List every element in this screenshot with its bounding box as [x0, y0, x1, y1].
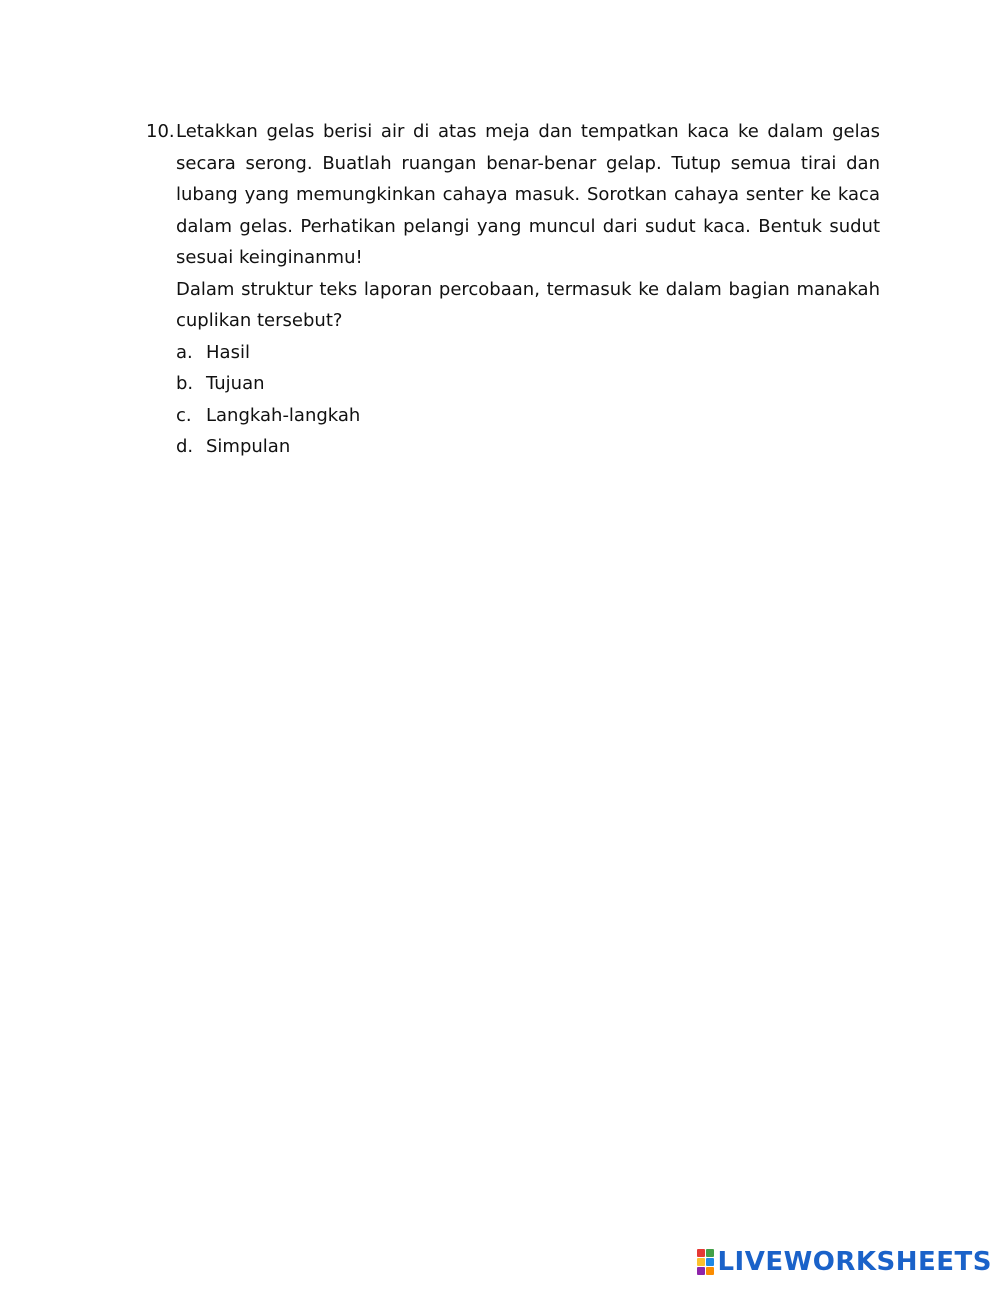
- option-text: Hasil: [206, 341, 250, 363]
- question-row: [146, 116, 880, 463]
- option-text: Simpulan: [206, 436, 291, 457]
- logo-square: [706, 1249, 714, 1257]
- option-letter: d.: [176, 436, 194, 457]
- option-text: Langkah-langkah: [206, 404, 361, 426]
- question-prompt: Dalam struktur teks laporan percobaan, termasuk ke dalam bagian manakah cuplikan tersebut?: [176, 278, 880, 331]
- logo-text: LIVEWORKSHEETS: [717, 1247, 992, 1277]
- option-letter: a.: [176, 341, 193, 363]
- logo-square: [697, 1249, 705, 1257]
- logo-square: [706, 1258, 714, 1266]
- option-d[interactable]: [176, 431, 880, 463]
- logo-mark-icon: [697, 1249, 714, 1275]
- question-body: [176, 116, 880, 463]
- option-c[interactable]: [176, 400, 880, 432]
- option-letter: c.: [176, 404, 192, 426]
- liveworksheets-logo: [697, 1247, 992, 1277]
- logo-square: [697, 1258, 705, 1266]
- option-letter: b.: [176, 373, 194, 394]
- question-instruction: Letakkan gelas berisi air di atas meja dan tempatkan kaca ke dalam gelas secara serong. Buatlah ruangan benar-benar gelap. Tutup semua tirai dan lubang yang memungkinkan cahaya masuk. Sorotkan cahaya senter ke kaca dalam gelas. Perhatikan pelangi yang muncul dari sudut kaca. Bentuk sudut sesuai keinginanmu!: [176, 121, 880, 268]
- question-block: [146, 116, 880, 463]
- answer-options: [176, 337, 880, 463]
- logo-square: [706, 1267, 714, 1275]
- option-b[interactable]: [176, 368, 880, 400]
- option-text: Tujuan: [206, 373, 265, 394]
- option-a[interactable]: [176, 337, 880, 369]
- logo-square: [697, 1267, 705, 1275]
- question-number: 10.: [146, 121, 175, 142]
